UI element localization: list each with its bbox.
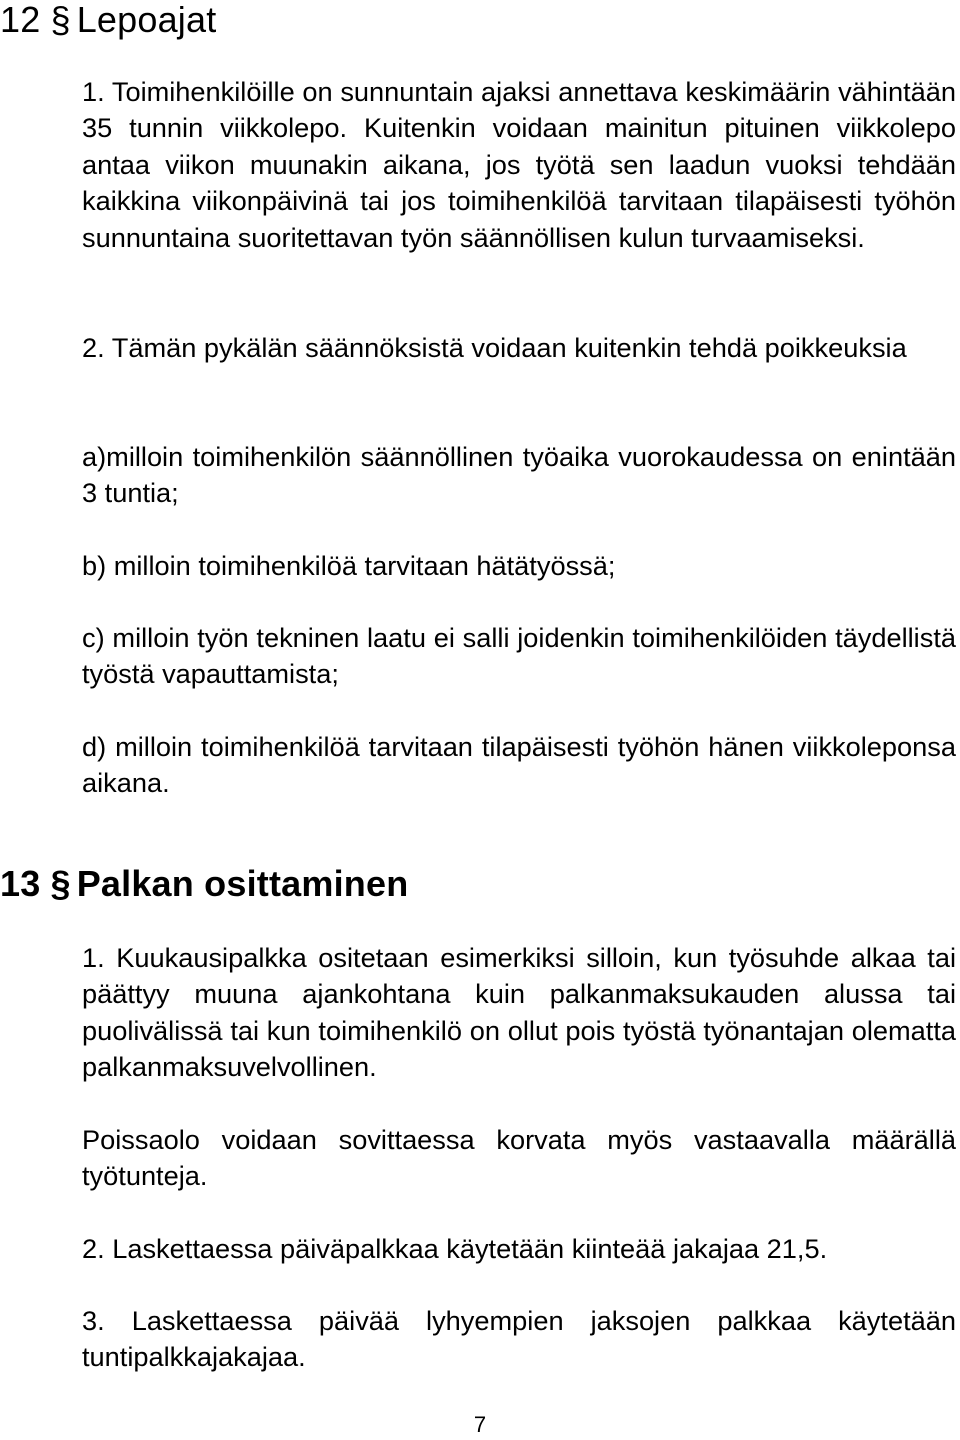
section-12-item-d: d) milloin toimihenkilöä tarvitaan tilapäisesti työhön hänen viikkoleponsa aikana. <box>82 731 956 799</box>
section-13-symbol: § <box>50 863 71 904</box>
section-12-paragraph-1: 1. Toimihenkilöille on sunnuntain ajaksi annettava keskimäärin vähintään 35 tunnin viikkolepo. Kuitenkin voidaan mainitun pituinen viikkolepo antaa viikon muunakin aikana, jos työtä sen laadun vuoksi tehdään kaikkina viikonpäivinä tai jos toimihenkilöä tarvitaan tilapäisesti työhön sunnuntaina suoritettavan työn säännöllisen kulun turvaamiseksi. <box>82 76 956 253</box>
section-12-item-c: c) milloin työn tekninen laatu ei salli joidenkin toimihenkilöiden täydellistä työstä vapauttamista; <box>82 622 956 690</box>
section-12-title: Lepoajat <box>76 0 217 40</box>
section-13-paragraph-2: Poissaolo voidaan sovittaessa korvata myös vastaavalla määrällä työtunteja. <box>82 1124 956 1192</box>
section-12-number: 12 <box>0 0 41 40</box>
section-12-item-b: b) milloin toimihenkilöä tarvitaan hätätyössä; <box>82 550 616 581</box>
page-number: 7 <box>473 1412 487 1437</box>
section-13-paragraph-4: 3. Laskettaessa päivää lyhyempien jaksojen palkkaa käytetään tuntipalkkajakajaa. <box>82 1305 956 1373</box>
section-12-item-a: a)milloin toimihenkilön säännöllinen työaika vuorokaudessa on enintään 3 tuntia; <box>82 441 956 509</box>
section-13-paragraph-1: 1. Kuukausipalkka ositetaan esimerkiksi silloin, kun työsuhde alkaa tai päättyy muuna ajankohtana kuin palkanmaksukauden alussa tai puolivälissä tai kun toimihenkilö on ollut pois työstä työnantajan olematta palkanmaksuvelvollinen. <box>82 942 956 1083</box>
section-13-paragraph-3: 2. Laskettaessa päiväpalkkaa käytetään kiinteää jakajaa 21,5. <box>82 1233 828 1264</box>
section-12-symbol: § <box>50 0 71 40</box>
section-12-paragraph-2: 2. Tämän pykälän säännöksistä voidaan kuitenkin tehdä poikkeuksia <box>82 332 907 363</box>
section-12-heading <box>0 0 216 40</box>
section-13-number: 13 <box>0 863 41 904</box>
section-13-title: Palkan osittaminen <box>76 863 409 904</box>
section-13-heading <box>0 864 408 904</box>
